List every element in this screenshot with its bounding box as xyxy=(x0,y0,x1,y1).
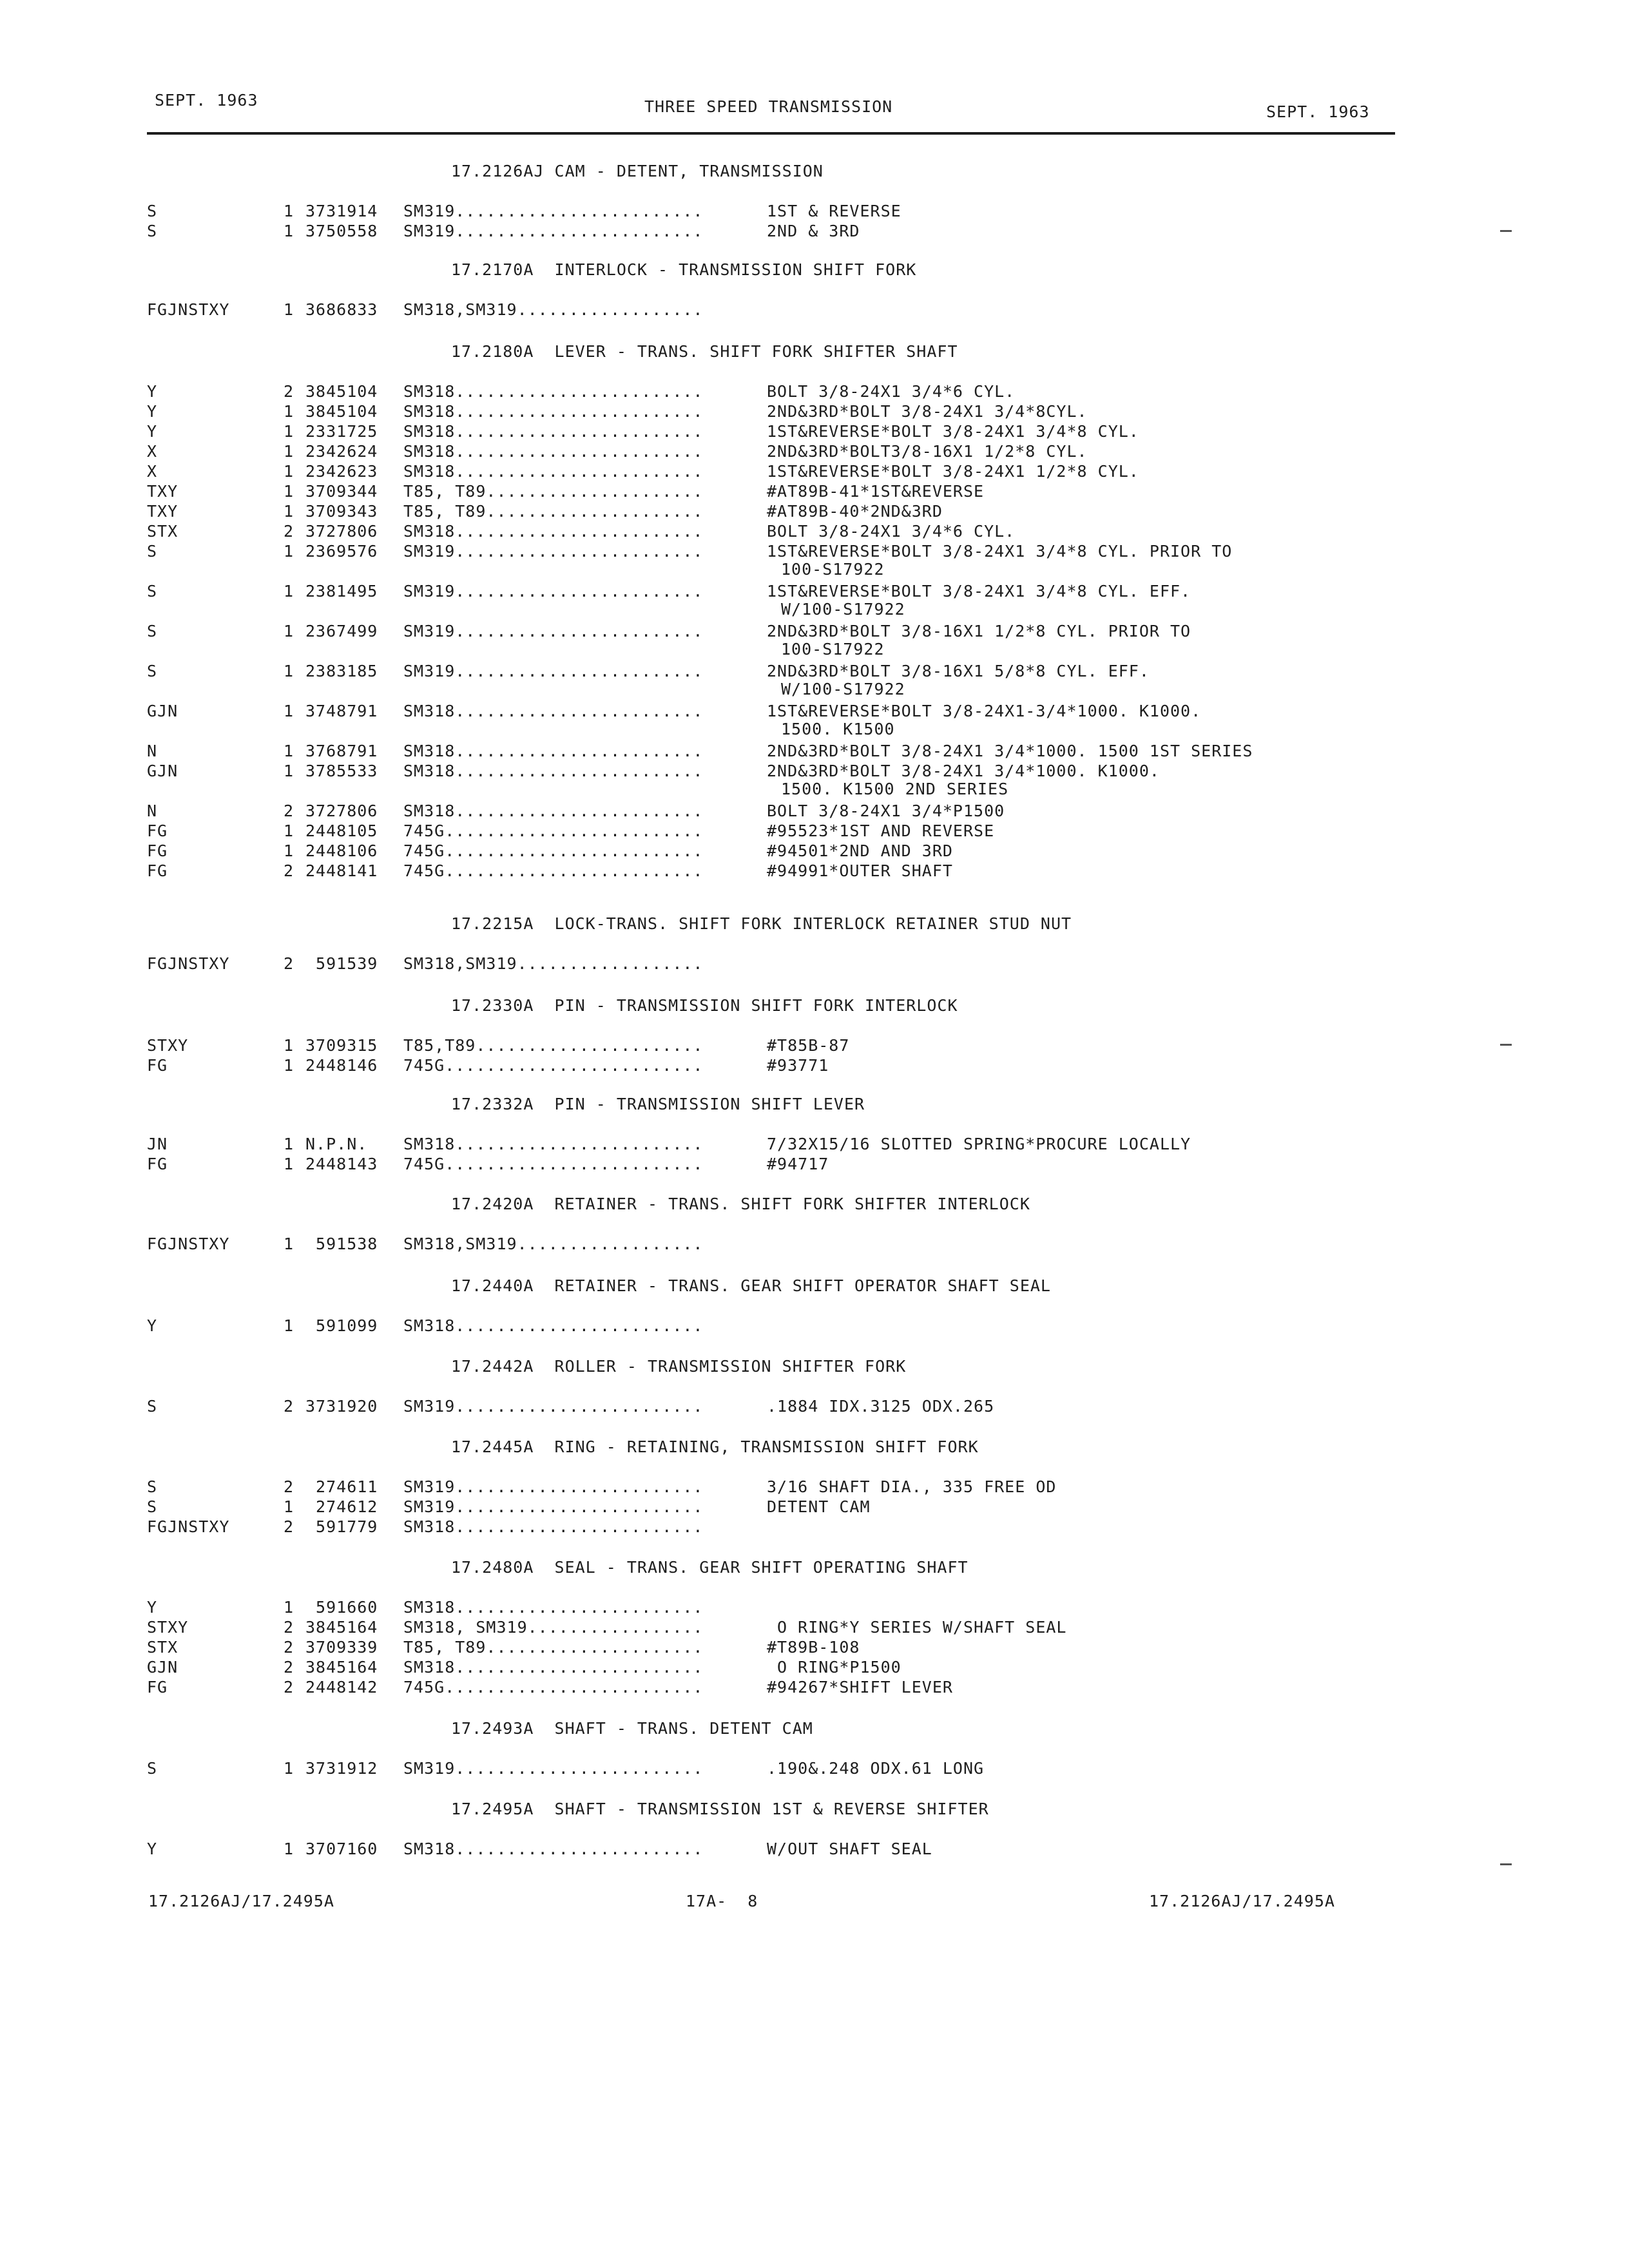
model-codes: FG xyxy=(147,822,168,840)
part-number: 2342624 xyxy=(305,442,378,461)
application: SM319........................ xyxy=(403,542,704,561)
table-row xyxy=(0,1617,1547,1637)
part-number: 3709339 xyxy=(305,1638,378,1657)
model-codes: FGJNSTXY xyxy=(147,300,230,319)
remarks: #AT89B-40*2ND&3RD xyxy=(767,502,943,521)
model-codes: GJN xyxy=(147,762,178,780)
model-codes: TXY xyxy=(147,482,178,501)
remarks: BOLT 3/8-24X1 3/4*6 CYL. xyxy=(767,382,1016,401)
table-row xyxy=(0,381,1547,401)
remarks: #T85B-87 xyxy=(767,1036,850,1055)
model-codes: STX xyxy=(147,522,178,541)
model-codes: S xyxy=(147,222,158,240)
section-title: 17.2170A INTERLOCK - TRANSMISSION SHIFT FORK xyxy=(451,260,917,279)
part-number: 591099 xyxy=(305,1316,378,1335)
part-number: 591779 xyxy=(305,1517,378,1536)
remarks: O RING*Y SERIES W/SHAFT SEAL xyxy=(767,1618,1067,1637)
section-title: 17.2495A SHAFT - TRANSMISSION 1ST & REVERSE SHIFTER xyxy=(451,1800,989,1818)
table-row xyxy=(0,421,1547,441)
model-codes: S xyxy=(147,1397,158,1416)
model-codes: STXY xyxy=(147,1036,189,1055)
quantity: 1 xyxy=(284,482,294,501)
model-codes: S xyxy=(147,582,158,601)
application: 745G......................... xyxy=(403,822,704,840)
quantity: 2 xyxy=(284,1638,294,1657)
section-title: 17.2445A RING - RETAINING, TRANSMISSION SHIFT FORK xyxy=(451,1437,979,1456)
model-codes: Y xyxy=(147,1840,158,1858)
model-codes: Y xyxy=(147,422,158,441)
model-codes: N xyxy=(147,742,158,760)
table-row xyxy=(0,1234,1547,1254)
remarks: 2ND&3RD*BOLT 3/8-24X1 3/4*1000. 1500 1ST SERIES xyxy=(767,742,1253,760)
header-right-date: SEPT. 1963 xyxy=(1266,102,1370,121)
application: 745G......................... xyxy=(403,861,704,880)
quantity: 2 xyxy=(284,954,294,973)
part-number: 3686833 xyxy=(305,300,378,319)
table-row xyxy=(0,954,1547,974)
quantity: 1 xyxy=(284,1759,294,1778)
part-number: 2367499 xyxy=(305,622,378,640)
part-number: 2448141 xyxy=(305,861,378,880)
model-codes: Y xyxy=(147,402,158,421)
remarks: O RING*P1500 xyxy=(767,1658,901,1677)
part-number: N.P.N. xyxy=(305,1135,368,1153)
application: SM319........................ xyxy=(403,1477,704,1496)
quantity: 1 xyxy=(284,1840,294,1858)
remarks: .1884 IDX.3125 ODX.265 xyxy=(767,1397,995,1416)
quantity: 2 xyxy=(284,522,294,541)
application: T85, T89..................... xyxy=(403,502,704,521)
section-title: 17.2442A ROLLER - TRANSMISSION SHIFTER FORK xyxy=(451,1357,907,1376)
application: SM319........................ xyxy=(403,622,704,640)
quantity: 2 xyxy=(284,1678,294,1696)
quantity: 1 xyxy=(284,300,294,319)
application: SM318........................ xyxy=(403,1658,704,1677)
part-number: 3727806 xyxy=(305,802,378,820)
quantity: 1 xyxy=(284,841,294,860)
header-rule xyxy=(147,132,1395,135)
table-row xyxy=(0,581,1547,601)
remarks: #T89B-108 xyxy=(767,1638,860,1657)
remarks: 1ST&REVERSE*BOLT 3/8-24X1-3/4*1000. K1000. xyxy=(767,702,1202,720)
application: SM319........................ xyxy=(403,1759,704,1778)
part-number: 2448105 xyxy=(305,822,378,840)
quantity: 1 xyxy=(284,762,294,780)
model-codes: FG xyxy=(147,841,168,860)
table-row xyxy=(0,1316,1547,1336)
table-row xyxy=(0,861,1547,881)
model-codes: X xyxy=(147,462,158,481)
quantity: 1 xyxy=(284,542,294,561)
part-number: 3785533 xyxy=(305,762,378,780)
section-title: 17.2180A LEVER - TRANS. SHIFT FORK SHIFTER SHAFT xyxy=(451,342,958,361)
application: SM318,SM319.................. xyxy=(403,954,704,973)
table-row xyxy=(0,1055,1547,1075)
application: SM318........................ xyxy=(403,382,704,401)
model-codes: X xyxy=(147,442,158,461)
quantity: 2 xyxy=(284,802,294,820)
table-row xyxy=(0,1677,1547,1697)
part-number: 3709344 xyxy=(305,482,378,501)
table-row xyxy=(0,541,1547,561)
part-number: 3845104 xyxy=(305,402,378,421)
remarks: #94991*OUTER SHAFT xyxy=(767,861,953,880)
remarks-continuation: 100-S17922 xyxy=(781,640,885,658)
application: SM319........................ xyxy=(403,662,704,680)
section-title: 17.2480A SEAL - TRANS. GEAR SHIFT OPERATING SHAFT xyxy=(451,1558,969,1577)
remarks: W/OUT SHAFT SEAL xyxy=(767,1840,932,1858)
margin-mark xyxy=(1500,1863,1512,1865)
remarks: #94717 xyxy=(767,1155,829,1173)
part-number: 2448143 xyxy=(305,1155,378,1173)
application: SM319........................ xyxy=(403,1497,704,1516)
remarks: BOLT 3/8-24X1 3/4*6 CYL. xyxy=(767,522,1016,541)
quantity: 1 xyxy=(284,742,294,760)
quantity: 2 xyxy=(284,1397,294,1416)
table-row xyxy=(0,761,1547,781)
model-codes: FG xyxy=(147,1678,168,1696)
application: T85,T89...................... xyxy=(403,1036,704,1055)
application: SM318........................ xyxy=(403,1517,704,1536)
application: SM319........................ xyxy=(403,222,704,240)
table-row xyxy=(0,621,1547,641)
application: SM318,SM319.................. xyxy=(403,300,704,319)
remarks: 2ND&3RD*BOLT 3/8-24X1 3/4*1000. K1000. xyxy=(767,762,1160,780)
remarks: BOLT 3/8-24X1 3/4*P1500 xyxy=(767,802,1005,820)
quantity: 2 xyxy=(284,1658,294,1677)
model-codes: TXY xyxy=(147,502,178,521)
table-row xyxy=(0,501,1547,521)
table-row xyxy=(0,1134,1547,1154)
remarks: #93771 xyxy=(767,1056,829,1075)
part-number: 591538 xyxy=(305,1235,378,1253)
remarks: 1ST&REVERSE*BOLT 3/8-24X1 3/4*8 CYL. EFF. xyxy=(767,582,1191,601)
section-title: 17.2215A LOCK-TRANS. SHIFT FORK INTERLOCK RETAINER STUD NUT xyxy=(451,914,1072,933)
table-row xyxy=(0,1597,1547,1617)
model-codes: GJN xyxy=(147,702,178,720)
part-number: 3709343 xyxy=(305,502,378,521)
table-row xyxy=(0,1396,1547,1416)
quantity: 2 xyxy=(284,1477,294,1496)
remarks: #95523*1ST AND REVERSE xyxy=(767,822,995,840)
table-row xyxy=(0,521,1547,541)
quantity: 1 xyxy=(284,1036,294,1055)
part-number: 3845164 xyxy=(305,1658,378,1677)
margin-mark xyxy=(1500,230,1512,232)
remarks: DETENT CAM xyxy=(767,1497,871,1516)
part-number: 3727806 xyxy=(305,522,378,541)
table-row xyxy=(0,401,1547,421)
remarks: 1ST&REVERSE*BOLT 3/8-24X1 3/4*8 CYL. xyxy=(767,422,1139,441)
part-number: 2448106 xyxy=(305,841,378,860)
quantity: 2 xyxy=(284,861,294,880)
model-codes: FGJNSTXY xyxy=(147,1517,230,1536)
application: SM318........................ xyxy=(403,802,704,820)
application: SM318........................ xyxy=(403,1840,704,1858)
model-codes: S xyxy=(147,1477,158,1496)
table-row xyxy=(0,1839,1547,1859)
application: SM319........................ xyxy=(403,1397,704,1416)
model-codes: JN xyxy=(147,1135,168,1153)
application: SM318........................ xyxy=(403,422,704,441)
quantity: 1 xyxy=(284,582,294,601)
table-row xyxy=(0,1517,1547,1537)
footer-right-range: 17.2126AJ/17.2495A xyxy=(1149,1892,1335,1910)
remarks: #94267*SHIFT LEVER xyxy=(767,1678,953,1696)
application: T85, T89..................... xyxy=(403,482,704,501)
model-codes: S xyxy=(147,622,158,640)
quantity: 1 xyxy=(284,442,294,461)
model-codes: S xyxy=(147,1497,158,1516)
application: 745G......................... xyxy=(403,1056,704,1075)
quantity: 1 xyxy=(284,662,294,680)
remarks-continuation: 1500. K1500 2ND SERIES xyxy=(781,780,1009,798)
model-codes: S xyxy=(147,202,158,220)
remarks: 2ND & 3RD xyxy=(767,222,860,240)
table-row xyxy=(0,741,1547,761)
table-row xyxy=(0,461,1547,481)
application: SM318........................ xyxy=(403,442,704,461)
part-number: 3731912 xyxy=(305,1759,378,1778)
section-title: 17.2440A RETAINER - TRANS. GEAR SHIFT OPERATOR SHAFT SEAL xyxy=(451,1276,1051,1295)
model-codes: Y xyxy=(147,1316,158,1335)
table-row xyxy=(0,1154,1547,1174)
quantity: 1 xyxy=(284,702,294,720)
table-row xyxy=(0,300,1547,320)
quantity: 1 xyxy=(284,1056,294,1075)
section-title: 17.2493A SHAFT - TRANS. DETENT CAM xyxy=(451,1719,813,1738)
model-codes: GJN xyxy=(147,1658,178,1677)
part-number: 3707160 xyxy=(305,1840,378,1858)
application: SM318........................ xyxy=(403,1135,704,1153)
quantity: 1 xyxy=(284,502,294,521)
remarks: #94501*2ND AND 3RD xyxy=(767,841,953,860)
part-number: 3731920 xyxy=(305,1397,378,1416)
section-title: 17.2420A RETAINER - TRANS. SHIFT FORK SHIFTER INTERLOCK xyxy=(451,1195,1030,1213)
part-number: 274612 xyxy=(305,1497,378,1516)
application: 745G......................... xyxy=(403,1678,704,1696)
footer-page-number: 17A- 8 xyxy=(686,1892,758,1910)
application: T85, T89..................... xyxy=(403,1638,704,1657)
model-codes: STXY xyxy=(147,1618,189,1637)
remarks-continuation: W/100-S17922 xyxy=(781,680,905,698)
quantity: 1 xyxy=(284,1155,294,1173)
table-row xyxy=(0,821,1547,841)
remarks: 2ND&3RD*BOLT 3/8-16X1 1/2*8 CYL. PRIOR TO xyxy=(767,622,1191,640)
part-number: 3768791 xyxy=(305,742,378,760)
model-codes: S xyxy=(147,662,158,680)
quantity: 2 xyxy=(284,1517,294,1536)
quantity: 1 xyxy=(284,1316,294,1335)
remarks: 2ND&3RD*BOLT 3/8-24X1 3/4*8CYL. xyxy=(767,402,1088,421)
quantity: 1 xyxy=(284,1497,294,1516)
model-codes: FG xyxy=(147,1056,168,1075)
remarks: .190&.248 ODX.61 LONG xyxy=(767,1759,985,1778)
part-number: 3748791 xyxy=(305,702,378,720)
table-row xyxy=(0,801,1547,821)
table-row xyxy=(0,1035,1547,1055)
section-title: 17.2330A PIN - TRANSMISSION SHIFT FORK INTERLOCK xyxy=(451,996,958,1015)
quantity: 1 xyxy=(284,1235,294,1253)
remarks-continuation: 1500. K1500 xyxy=(781,720,895,738)
remarks: 2ND&3RD*BOLT 3/8-16X1 5/8*8 CYL. EFF. xyxy=(767,662,1150,680)
table-row xyxy=(0,1758,1547,1778)
part-number: 591660 xyxy=(305,1598,378,1617)
remarks: #AT89B-41*1ST&REVERSE xyxy=(767,482,985,501)
model-codes: S xyxy=(147,1759,158,1778)
application: SM318........................ xyxy=(403,1316,704,1335)
table-row xyxy=(0,841,1547,861)
header-title: THREE SPEED TRANSMISSION xyxy=(644,97,893,116)
remarks: 2ND&3RD*BOLT3/8-16X1 1/2*8 CYL. xyxy=(767,442,1088,461)
application: SM319........................ xyxy=(403,202,704,220)
remarks: 3/16 SHAFT DIA., 335 FREE OD xyxy=(767,1477,1057,1496)
part-number: 2383185 xyxy=(305,662,378,680)
table-row xyxy=(0,1657,1547,1677)
part-number: 2342623 xyxy=(305,462,378,481)
remarks: 1ST & REVERSE xyxy=(767,202,901,220)
model-codes: FG xyxy=(147,1155,168,1173)
remarks-continuation: 100-S17922 xyxy=(781,560,885,579)
model-codes: FGJNSTXY xyxy=(147,954,230,973)
quantity: 2 xyxy=(284,1618,294,1637)
footer-left-range: 17.2126AJ/17.2495A xyxy=(148,1892,334,1910)
application: SM318........................ xyxy=(403,702,704,720)
part-number: 2369576 xyxy=(305,542,378,561)
model-codes: S xyxy=(147,542,158,561)
quantity: 1 xyxy=(284,422,294,441)
quantity: 1 xyxy=(284,402,294,421)
remarks: 1ST&REVERSE*BOLT 3/8-24X1 3/4*8 CYL. PRIOR TO xyxy=(767,542,1233,561)
model-codes: Y xyxy=(147,382,158,401)
quantity: 1 xyxy=(284,222,294,240)
table-row xyxy=(0,441,1547,461)
application: SM318,SM319.................. xyxy=(403,1235,704,1253)
part-number: 3750558 xyxy=(305,222,378,240)
part-number: 2331725 xyxy=(305,422,378,441)
quantity: 1 xyxy=(284,1135,294,1153)
application: 745G......................... xyxy=(403,1155,704,1173)
application: SM318........................ xyxy=(403,402,704,421)
quantity: 1 xyxy=(284,462,294,481)
table-row xyxy=(0,481,1547,501)
quantity: 2 xyxy=(284,382,294,401)
remarks: 7/32X15/16 SLOTTED SPRING*PROCURE LOCALLY xyxy=(767,1135,1191,1153)
model-codes: FG xyxy=(147,861,168,880)
model-codes: STX xyxy=(147,1638,178,1657)
application: SM318........................ xyxy=(403,742,704,760)
quantity: 1 xyxy=(284,1598,294,1617)
part-number: 2448142 xyxy=(305,1678,378,1696)
table-row xyxy=(0,1497,1547,1517)
model-codes: FGJNSTXY xyxy=(147,1235,230,1253)
quantity: 1 xyxy=(284,202,294,220)
application: 745G......................... xyxy=(403,841,704,860)
part-number: 2381495 xyxy=(305,582,378,601)
table-row xyxy=(0,1477,1547,1497)
application: SM318........................ xyxy=(403,462,704,481)
part-number: 274611 xyxy=(305,1477,378,1496)
table-row xyxy=(0,1637,1547,1657)
remarks-continuation: W/100-S17922 xyxy=(781,600,905,619)
table-row xyxy=(0,661,1547,681)
part-number: 3845104 xyxy=(305,382,378,401)
application: SM319........................ xyxy=(403,582,704,601)
table-row xyxy=(0,221,1547,241)
header-left-date: SEPT. 1963 xyxy=(155,91,258,110)
application: SM318........................ xyxy=(403,522,704,541)
table-row xyxy=(0,201,1547,221)
part-number: 3709315 xyxy=(305,1036,378,1055)
part-number: 591539 xyxy=(305,954,378,973)
section-title: 17.2332A PIN - TRANSMISSION SHIFT LEVER xyxy=(451,1095,865,1113)
model-codes: Y xyxy=(147,1598,158,1617)
application: SM318........................ xyxy=(403,1598,704,1617)
part-number: 2448146 xyxy=(305,1056,378,1075)
margin-mark xyxy=(1500,1044,1512,1046)
application: SM318........................ xyxy=(403,762,704,780)
model-codes: N xyxy=(147,802,158,820)
remarks: 1ST&REVERSE*BOLT 3/8-24X1 1/2*8 CYL. xyxy=(767,462,1139,481)
part-number: 3731914 xyxy=(305,202,378,220)
section-title: 17.2126AJ CAM - DETENT, TRANSMISSION xyxy=(451,162,824,180)
quantity: 1 xyxy=(284,622,294,640)
application: SM318, SM319................. xyxy=(403,1618,704,1637)
table-row xyxy=(0,701,1547,721)
quantity: 1 xyxy=(284,822,294,840)
part-number: 3845164 xyxy=(305,1618,378,1637)
